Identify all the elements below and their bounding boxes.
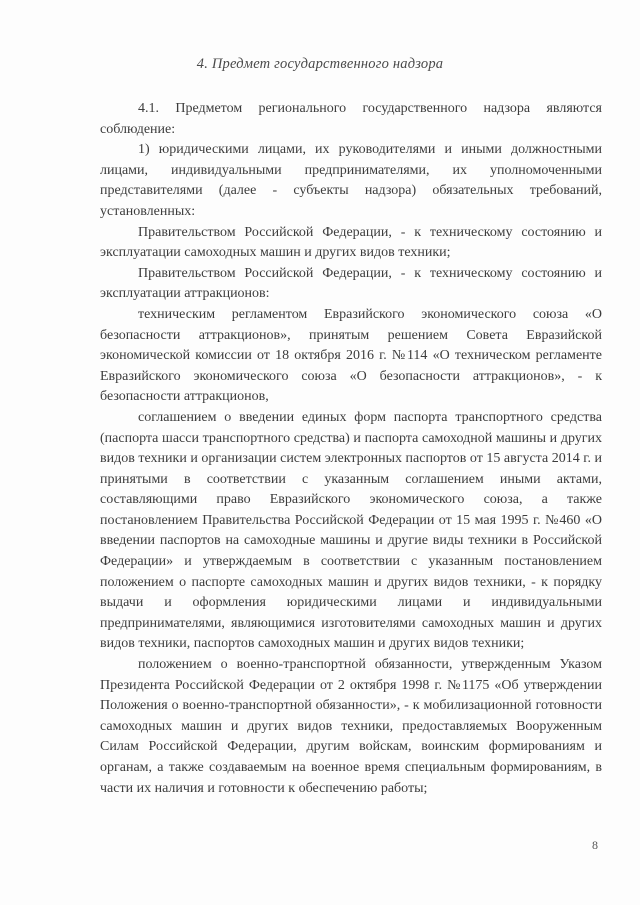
document-body xyxy=(100,99,602,799)
paragraph-tech-regulation: техническим регламентом Евразийского экономического союза «О безопасности аттракционов», принятым решением Совета Евразийской экономической комиссии от 18 октября 2016 г. №114 «О техническом регламенте Евразийского экономического союза «О безопасности аттракционов», - к безопасности аттракционов, xyxy=(100,306,602,405)
page-number: 8 xyxy=(592,838,598,852)
paragraph-passport-agreement: соглашением о введении единых форм паспорта транспортного средства (паспорта шасси транспортного средства) и паспорта самоходной машины и других видов техники и организации систем электронных паспортов от 15 августа 2014 г. и принятыми в соответствии с указанным соглашением иными актами, составляющими право Евразийского экономического союза, а также постановлением Правительства Российской Федерации от 15 мая 1995 г. №460 «О введении паспортов на самоходные машины и другие виды техники в Российской Федерации» и утверждаемым в соответствии с указанным постановлением положением о паспорте самоходных машин и других видов техники, - к порядку выдачи и оформления юридическими лицами и индивидуальными предпринимателями, являющимися изготовителями самоходных машин и других видов техники, паспортов самоходных машин и других видов техники; xyxy=(100,409,602,652)
paragraph-attractions: Правительством Российской Федерации, - к техническому состоянию и эксплуатации аттракционов: xyxy=(100,265,602,302)
paragraph-item-1: 1) юридическими лицами, их руководителями и иными должностными лицами, индивидуальными предпринимателями, их уполномоченными представителями (далее - субъекты надзора) обязательных требований, установленных: xyxy=(100,142,602,219)
paragraph-military-transport: положением о военно-транспортной обязанности, утвержденным Указом Президента Российской Федерации от 2 октября 1998 г. №1175 «Об утверждении Положения о военно-транспортной обязанности», - к мобилизационной готовности самоходных машин и других видов техники, предоставляемых Вооруженным Силам Российской Федерации, другим войскам, воинским формированиям и органам, а также создаваемым на военное время специальным формированиям, в части их наличия и готовности к обеспечению работы; xyxy=(100,657,602,796)
paragraph-4-1: 4.1. Предметом регионального государственного надзора являются соблюдение: xyxy=(100,101,602,137)
paragraph-machines: Правительством Российской Федерации, - к техническому состоянию и эксплуатации самоходных машин и других видов техники; xyxy=(100,224,602,261)
section-heading: 4. Предмет государственного надзора xyxy=(196,56,444,72)
